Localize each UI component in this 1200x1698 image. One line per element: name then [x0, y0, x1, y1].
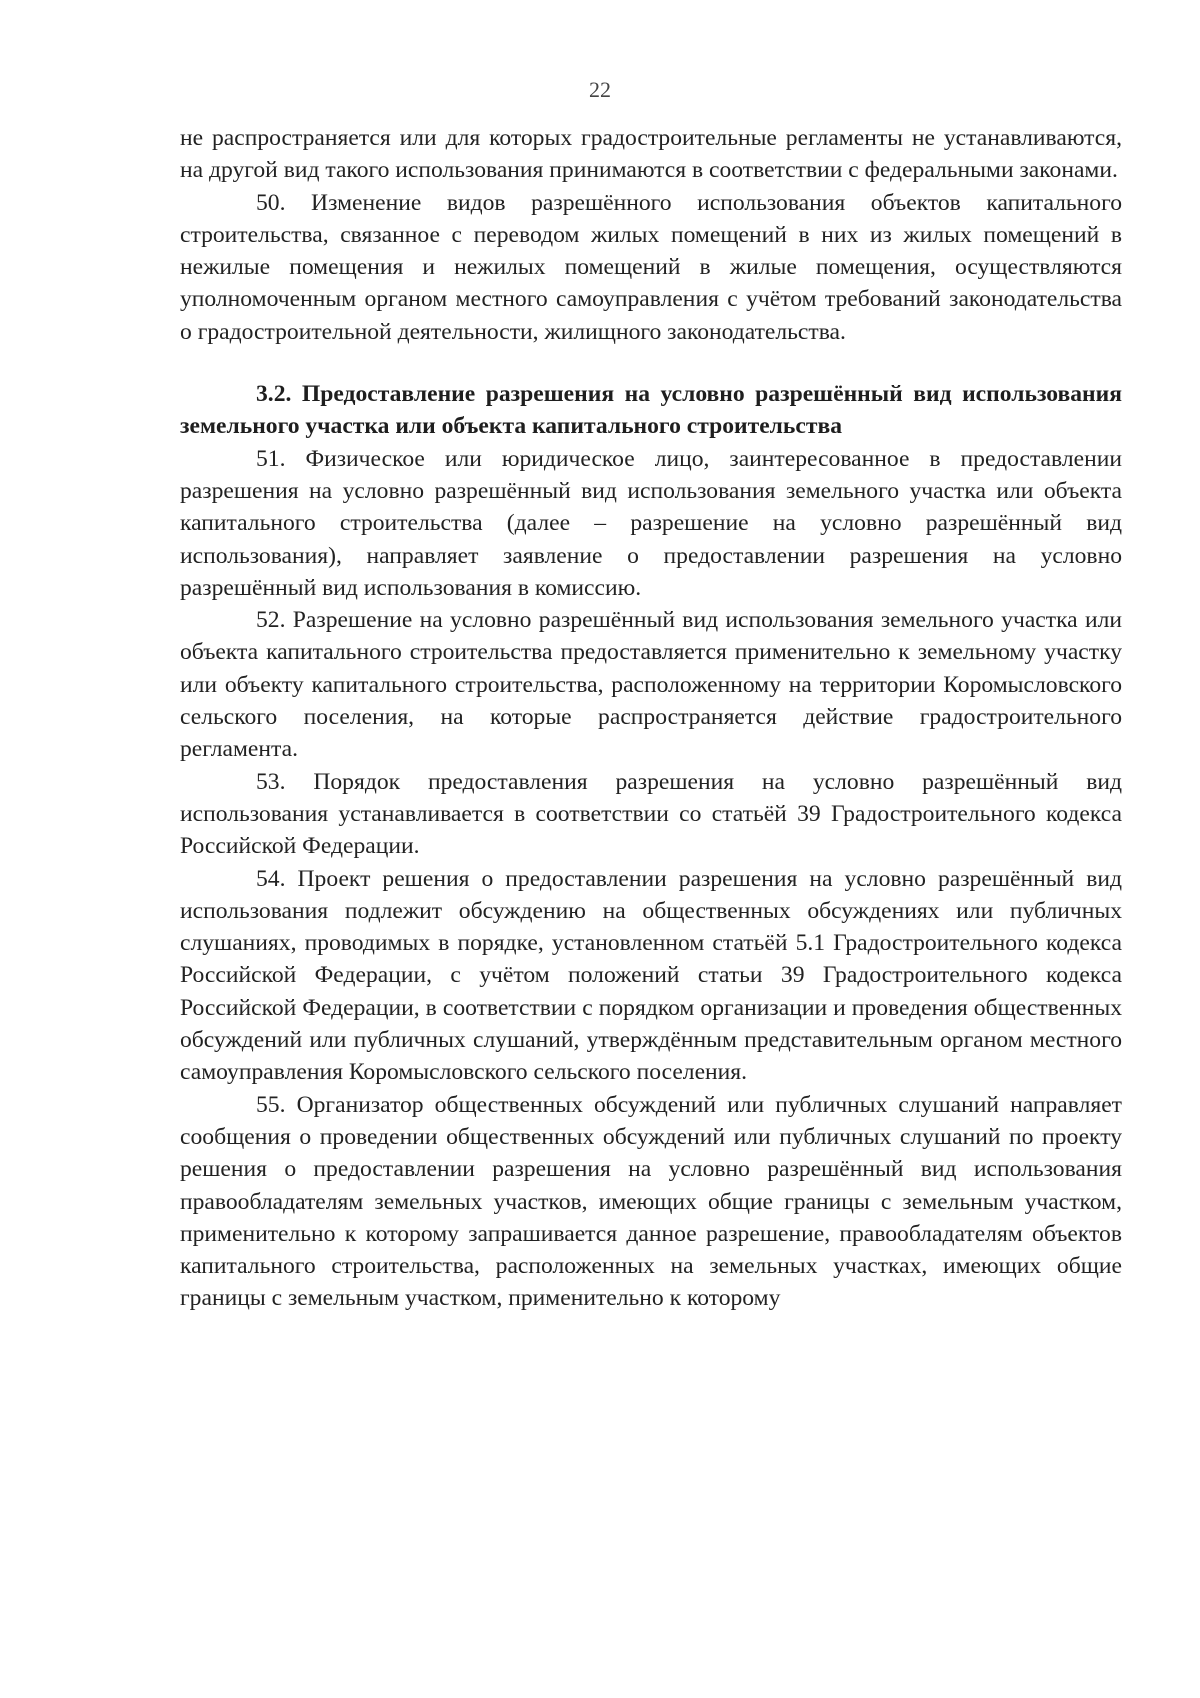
paragraph-51: 51. Физическое или юридическое лицо, заинтересованное в предоставлении разрешения на условно разрешённый вид использования земельного участка или объекта капитального строительства (далее – разрешение на условно разрешённый вид использования), направляет заявление о предоставлении разрешения на условно разрешённый вид использования в комиссию. [180, 445, 1122, 601]
page-body [180, 122, 1122, 1315]
section-heading-3-2: 3.2. Предоставление разрешения на условно разрешённый вид использования земельного участка или объекта капитального строительства [180, 381, 1122, 440]
paragraph-53: 53. Порядок предоставления разрешения на условно разрешённый вид использования устанавливается в соответствии со статьёй 39 Градостроительного кодекса Российской Федерации. [180, 768, 1122, 860]
paragraph-50: 50. Изменение видов разрешённого использования объектов капитального строительства, связанное с переводом жилых помещений в них из жилых помещений в нежилые помещения и нежилых помещений в жилые помещения, осуществляются уполномоченным органом местного самоуправления с учётом требований законодательства о градостроительной деятельности, жилищного законодательства. [180, 189, 1122, 345]
page-number: 22 [589, 77, 611, 102]
continuation-paragraph: не распространяется или для которых градостроительные регламенты не устанавливаются, на другой вид такого использования принимаются в соответствии с федеральными законами. [180, 125, 1122, 184]
paragraph-55: 55. Организатор общественных обсуждений или публичных слушаний направляет сообщения о проведении общественных обсуждений или публичных слушаний по проекту решения о предоставлении разрешения на условно разрешённый вид использования правообладателям земельных участков, имеющих общие границы с земельным участком, применительно к которому запрашивается данное разрешение, правообладателям объектов капитального строительства, расположенных на земельных участках, имеющих общие границы с земельным участком, применительно к которому [180, 1091, 1122, 1312]
paragraph-54: 54. Проект решения о предоставлении разрешения на условно разрешённый вид использования подлежит обсуждению на общественных обсуждениях или публичных слушаниях, проводимых в порядке, установленном статьёй 5.1 Градостроительного кодекса Российской Федерации, с учётом положений статьи 39 Градостроительного кодекса Российской Федерации, в соответствии с порядком организации и проведения общественных обсуждений или публичных слушаний, утверждённым представительным органом местного самоуправления Коромысловского сельского поселения. [180, 865, 1122, 1086]
section-spacer [180, 348, 1122, 378]
paragraph-52: 52. Разрешение на условно разрешённый вид использования земельного участка или объекта капитального строительства предоставляется применительно к земельному участку или объекту капитального строительства, расположенному на территории Коромысловского сельского поселения, на которые распространяется действие градостроительного регламента. [180, 607, 1122, 763]
